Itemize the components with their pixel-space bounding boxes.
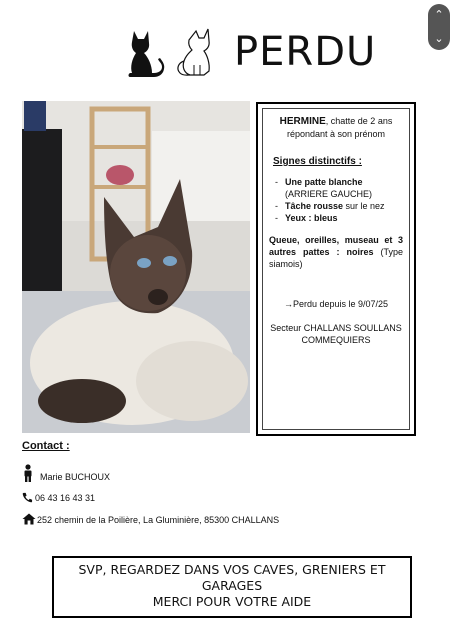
contact-address: 252 chemin de la Poilière, La Gluminière, 85300 CHALLANS — [37, 515, 280, 525]
contact-name-row — [22, 464, 279, 482]
chevron-up-icon[interactable]: ⌃ — [434, 9, 444, 21]
signes-title: Signes distinctifs : — [273, 156, 362, 167]
sign-bold: Yeux : bleus — [285, 213, 338, 223]
lost-date: →Perdu depuis le 9/07/25 — [283, 299, 389, 309]
page-title: PERDU — [234, 29, 377, 75]
cat-photo — [22, 101, 250, 433]
list-item — [285, 212, 403, 224]
list-item — [285, 176, 403, 200]
sign-bold: Une patte blanche — [285, 177, 363, 187]
cat-name: HERMINE — [279, 116, 326, 127]
contact-phone-row — [22, 492, 279, 503]
sign-rest: (ARRIERE GAUCHE) — [285, 189, 373, 199]
appeal-line-2: GARAGES — [201, 578, 263, 593]
black-cat-icon — [118, 25, 166, 79]
chevron-down-icon[interactable]: ⌄ — [434, 33, 444, 45]
contact-title: Contact : — [22, 440, 70, 452]
appeal-line-1: SVP, REGARDEZ DANS VOS CAVES, GRENIERS ET — [78, 562, 386, 577]
cat-intro — [269, 115, 403, 140]
queue-rest: (Type siamois) — [269, 247, 403, 269]
home-icon — [22, 513, 36, 525]
appeal-line-3: MERCI POUR VOTRE AIDE — [152, 594, 312, 609]
cat-intro-text: , chatte de 2 ans répondant à son prénom — [286, 116, 393, 139]
scroll-nav[interactable] — [428, 4, 450, 50]
person-icon — [22, 464, 34, 482]
appeal-box — [52, 556, 412, 618]
phone-icon — [22, 492, 33, 503]
queue-bold: Queue, oreilles, museau et 3 autres pattes : noires — [269, 235, 403, 257]
contact-name: Marie BUCHOUX — [40, 472, 111, 482]
queue-description — [269, 234, 403, 270]
contact-section — [22, 440, 279, 535]
contact-phone[interactable]: 06 43 16 43 31 — [35, 493, 96, 503]
white-cat-icon — [172, 25, 220, 79]
info-inner — [262, 108, 410, 430]
signes-list — [269, 176, 403, 224]
sign-bold: Tâche rousse — [285, 201, 344, 211]
header — [118, 22, 376, 82]
list-item — [285, 200, 403, 212]
info-box — [256, 102, 416, 436]
lost-area: Secteur CHALLANS SOULLANS COMMEQUIERS — [270, 323, 402, 345]
contact-address-row — [22, 513, 279, 525]
sign-rest: sur le nez — [343, 201, 385, 211]
